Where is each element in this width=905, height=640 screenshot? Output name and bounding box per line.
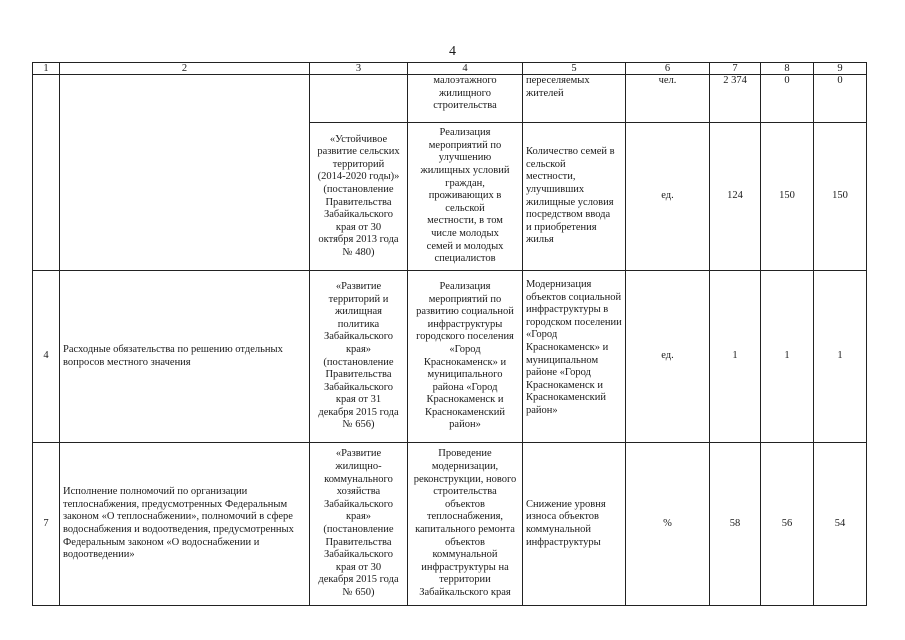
program-cell: «Развитие жилищно- коммунального хозяйства Забайкальского края» (постановление Правительства Забайкальского края от 30 декабря 2015 года № 650)	[310, 443, 408, 606]
column-header: 5	[523, 63, 626, 75]
row-number-cell: 4	[33, 271, 60, 443]
obligation-cell	[60, 75, 310, 271]
activity-cell: Реализация мероприятий по развитию социальной инфраструктуры городского поселения «Город Краснокаменск» и муниципального района «Город Краснокаменск и Краснокаменский район»	[408, 271, 523, 443]
value-cell: 54	[814, 443, 867, 606]
value-cell: 150	[814, 123, 867, 271]
program-cell: «Развитие территорий и жилищная политика Забайкальского края» (постановление Правительства Забайкальского края от 31 декабря 2015 года № 656)	[310, 271, 408, 443]
table-row	[33, 271, 867, 443]
column-header: 2	[60, 63, 310, 75]
activity-cell: малоэтажного жилищного строительства	[408, 75, 523, 123]
value-cell: 2 374	[710, 75, 761, 123]
value-cell: 0	[814, 75, 867, 123]
unit-cell: ед.	[626, 271, 710, 443]
value-cell: 124	[710, 123, 761, 271]
unit-cell: ед.	[626, 123, 710, 271]
value-cell: 56	[761, 443, 814, 606]
column-header: 4	[408, 63, 523, 75]
column-number-row	[33, 63, 867, 75]
value-cell: 1	[761, 271, 814, 443]
value-cell: 0	[761, 75, 814, 123]
value-cell: 150	[761, 123, 814, 271]
table-row	[33, 75, 867, 123]
column-header: 9	[814, 63, 867, 75]
column-header: 6	[626, 63, 710, 75]
activity-cell: Реализация мероприятий по улучшению жилищных условий граждан, проживающих в сельской местности, в том числе молодых семей и молодых специалистов	[408, 123, 523, 271]
value-cell: 58	[710, 443, 761, 606]
unit-cell: %	[626, 443, 710, 606]
unit-cell: чел.	[626, 75, 710, 123]
program-cell: «Устойчивое развитие сельских территорий (2014-2020 годы)» (постановление Правительства Забайкальского края от 30 октября 2013 года № 480)	[310, 123, 408, 271]
indicator-cell: переселяемых жителей	[523, 75, 626, 123]
obligation-cell: Расходные обязательства по решению отдельных вопросов местного значения	[60, 271, 310, 443]
page-number: 4	[449, 44, 456, 59]
indicator-cell: Количество семей в сельской местности, улучшивших жилищные условия посредством ввода и приобретения жилья	[523, 123, 626, 271]
column-header: 8	[761, 63, 814, 75]
indicator-cell: Модернизация объектов социальной инфраструктуры в городском поселении «Город Краснокаменск» и муниципальном районе «Город Краснокаменск и Краснокаменский район»	[523, 271, 626, 443]
obligations-table	[32, 62, 867, 606]
column-header: 7	[710, 63, 761, 75]
value-cell: 1	[814, 271, 867, 443]
value-cell: 1	[710, 271, 761, 443]
column-header: 1	[33, 63, 60, 75]
table-row	[33, 443, 867, 606]
obligation-cell: Исполнение полномочий по организации теплоснабжения, предусмотренных Федеральным законом «О теплоснабжении», полномочий в сфере водоснабжения и водоотведения, предусмотренных Федеральным законом «О водоснабжении и водоотведении»	[60, 443, 310, 606]
column-header: 3	[310, 63, 408, 75]
activity-cell: Проведение модернизации, реконструкции, нового строительства объектов теплоснабжения, капитального ремонта объектов коммунальной инфраструктуры на территории Забайкальского края	[408, 443, 523, 606]
program-cell	[310, 75, 408, 123]
row-number-cell	[33, 75, 60, 271]
indicator-cell: Снижение уровня износа объектов коммунальной инфраструктуры	[523, 443, 626, 606]
row-number-cell: 7	[33, 443, 60, 606]
